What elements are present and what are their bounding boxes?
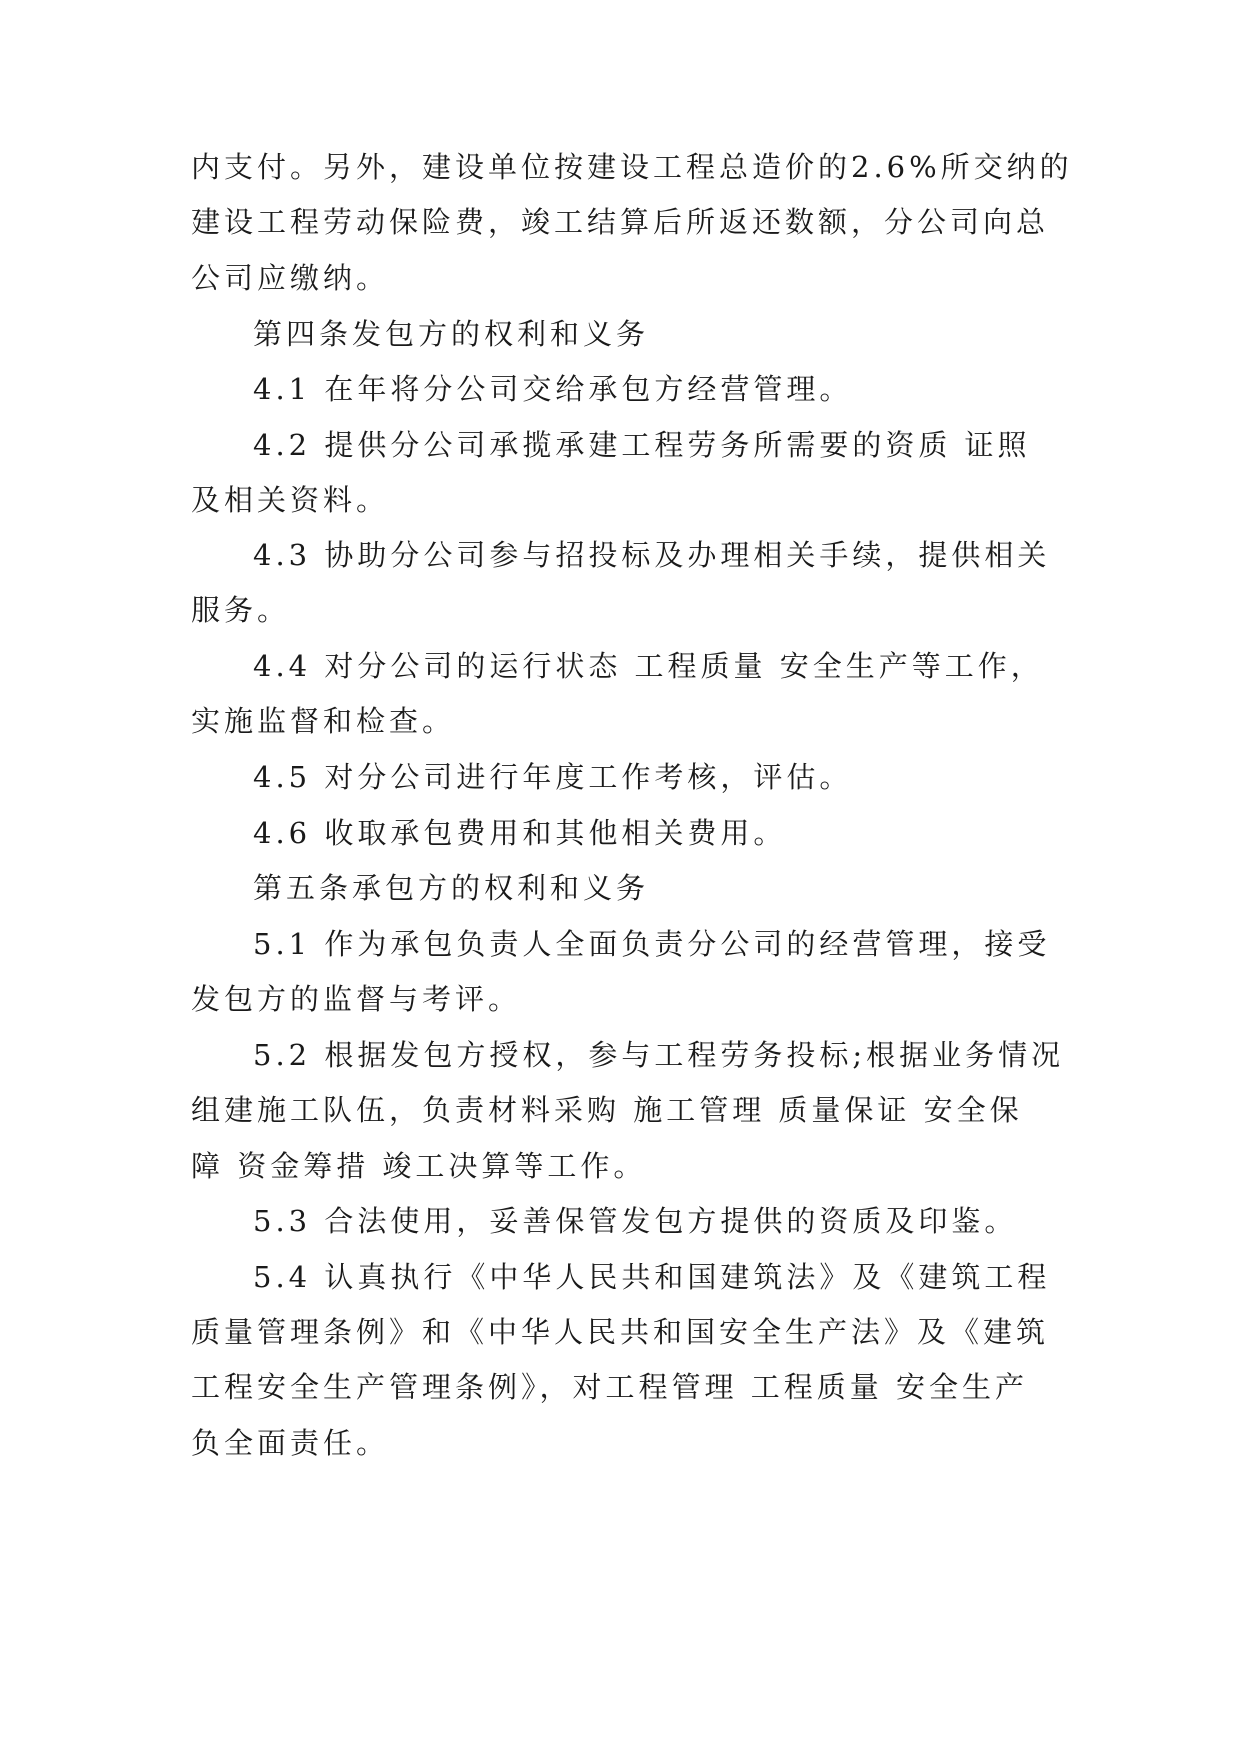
section-heading-4: 第四条发包方的权利和义务: [253, 317, 650, 351]
clause-4-5: 4.5 对分公司进行年度工作考核，评估。: [253, 760, 853, 794]
paragraph-line: 质量管理条例》和《中华人民共和国安全生产法》及《建筑: [191, 1315, 1050, 1349]
paragraph-line: 负全面责任。: [191, 1426, 390, 1460]
paragraph-line: 及相关资料。: [191, 483, 390, 517]
paragraph-line: 发包方的监督与考评。: [191, 982, 522, 1016]
clause-4-4: 4.4 对分公司的运行状态 工程质量 安全生产等工作，: [253, 649, 1044, 683]
clause-5-3: 5.3 合法使用，妥善保管发包方提供的资质及印鉴。: [253, 1204, 1018, 1238]
paragraph-line: 组建施工队伍，负责材料采购 施工管理 质量保证 安全保: [191, 1093, 1023, 1127]
clause-5-4: 5.4 认真执行《中华人民共和国建筑法》及《建筑工程: [253, 1260, 1051, 1294]
clause-5-1: 5.1 作为承包负责人全面负责分公司的经营管理，接受: [253, 927, 1051, 961]
clause-4-3: 4.3 协助分公司参与招投标及办理相关手续，提供相关: [253, 538, 1051, 572]
paragraph-line: 工程安全生产管理条例》，对工程管理 工程质量 安全生产: [191, 1370, 1028, 1404]
paragraph-line: 建设工程劳动保险费，竣工结算后所返还数额，分公司向总: [191, 205, 1050, 239]
paragraph-line: 障 资金筹措 竣工决算等工作。: [191, 1149, 647, 1183]
paragraph-line: 实施监督和检查。: [191, 704, 456, 738]
paragraph-line: 服务。: [191, 593, 291, 627]
clause-4-1: 4.1 在年将分公司交给承包方经营管理。: [253, 372, 853, 406]
clause-5-2: 5.2 根据发包方授权，参与工程劳务投标;根据业务情况: [253, 1038, 1065, 1072]
clause-4-6: 4.6 收取承包费用和其他相关费用。: [253, 816, 787, 850]
paragraph-line: 内支付。另外，建设单位按建设工程总造价的2.6%所交纳的: [191, 150, 1073, 184]
clause-4-2: 4.2 提供分公司承揽承建工程劳务所需要的资质 证照: [253, 428, 1031, 462]
section-heading-5: 第五条承包方的权利和义务: [253, 871, 650, 905]
paragraph-line: 公司应缴纳。: [191, 261, 390, 295]
